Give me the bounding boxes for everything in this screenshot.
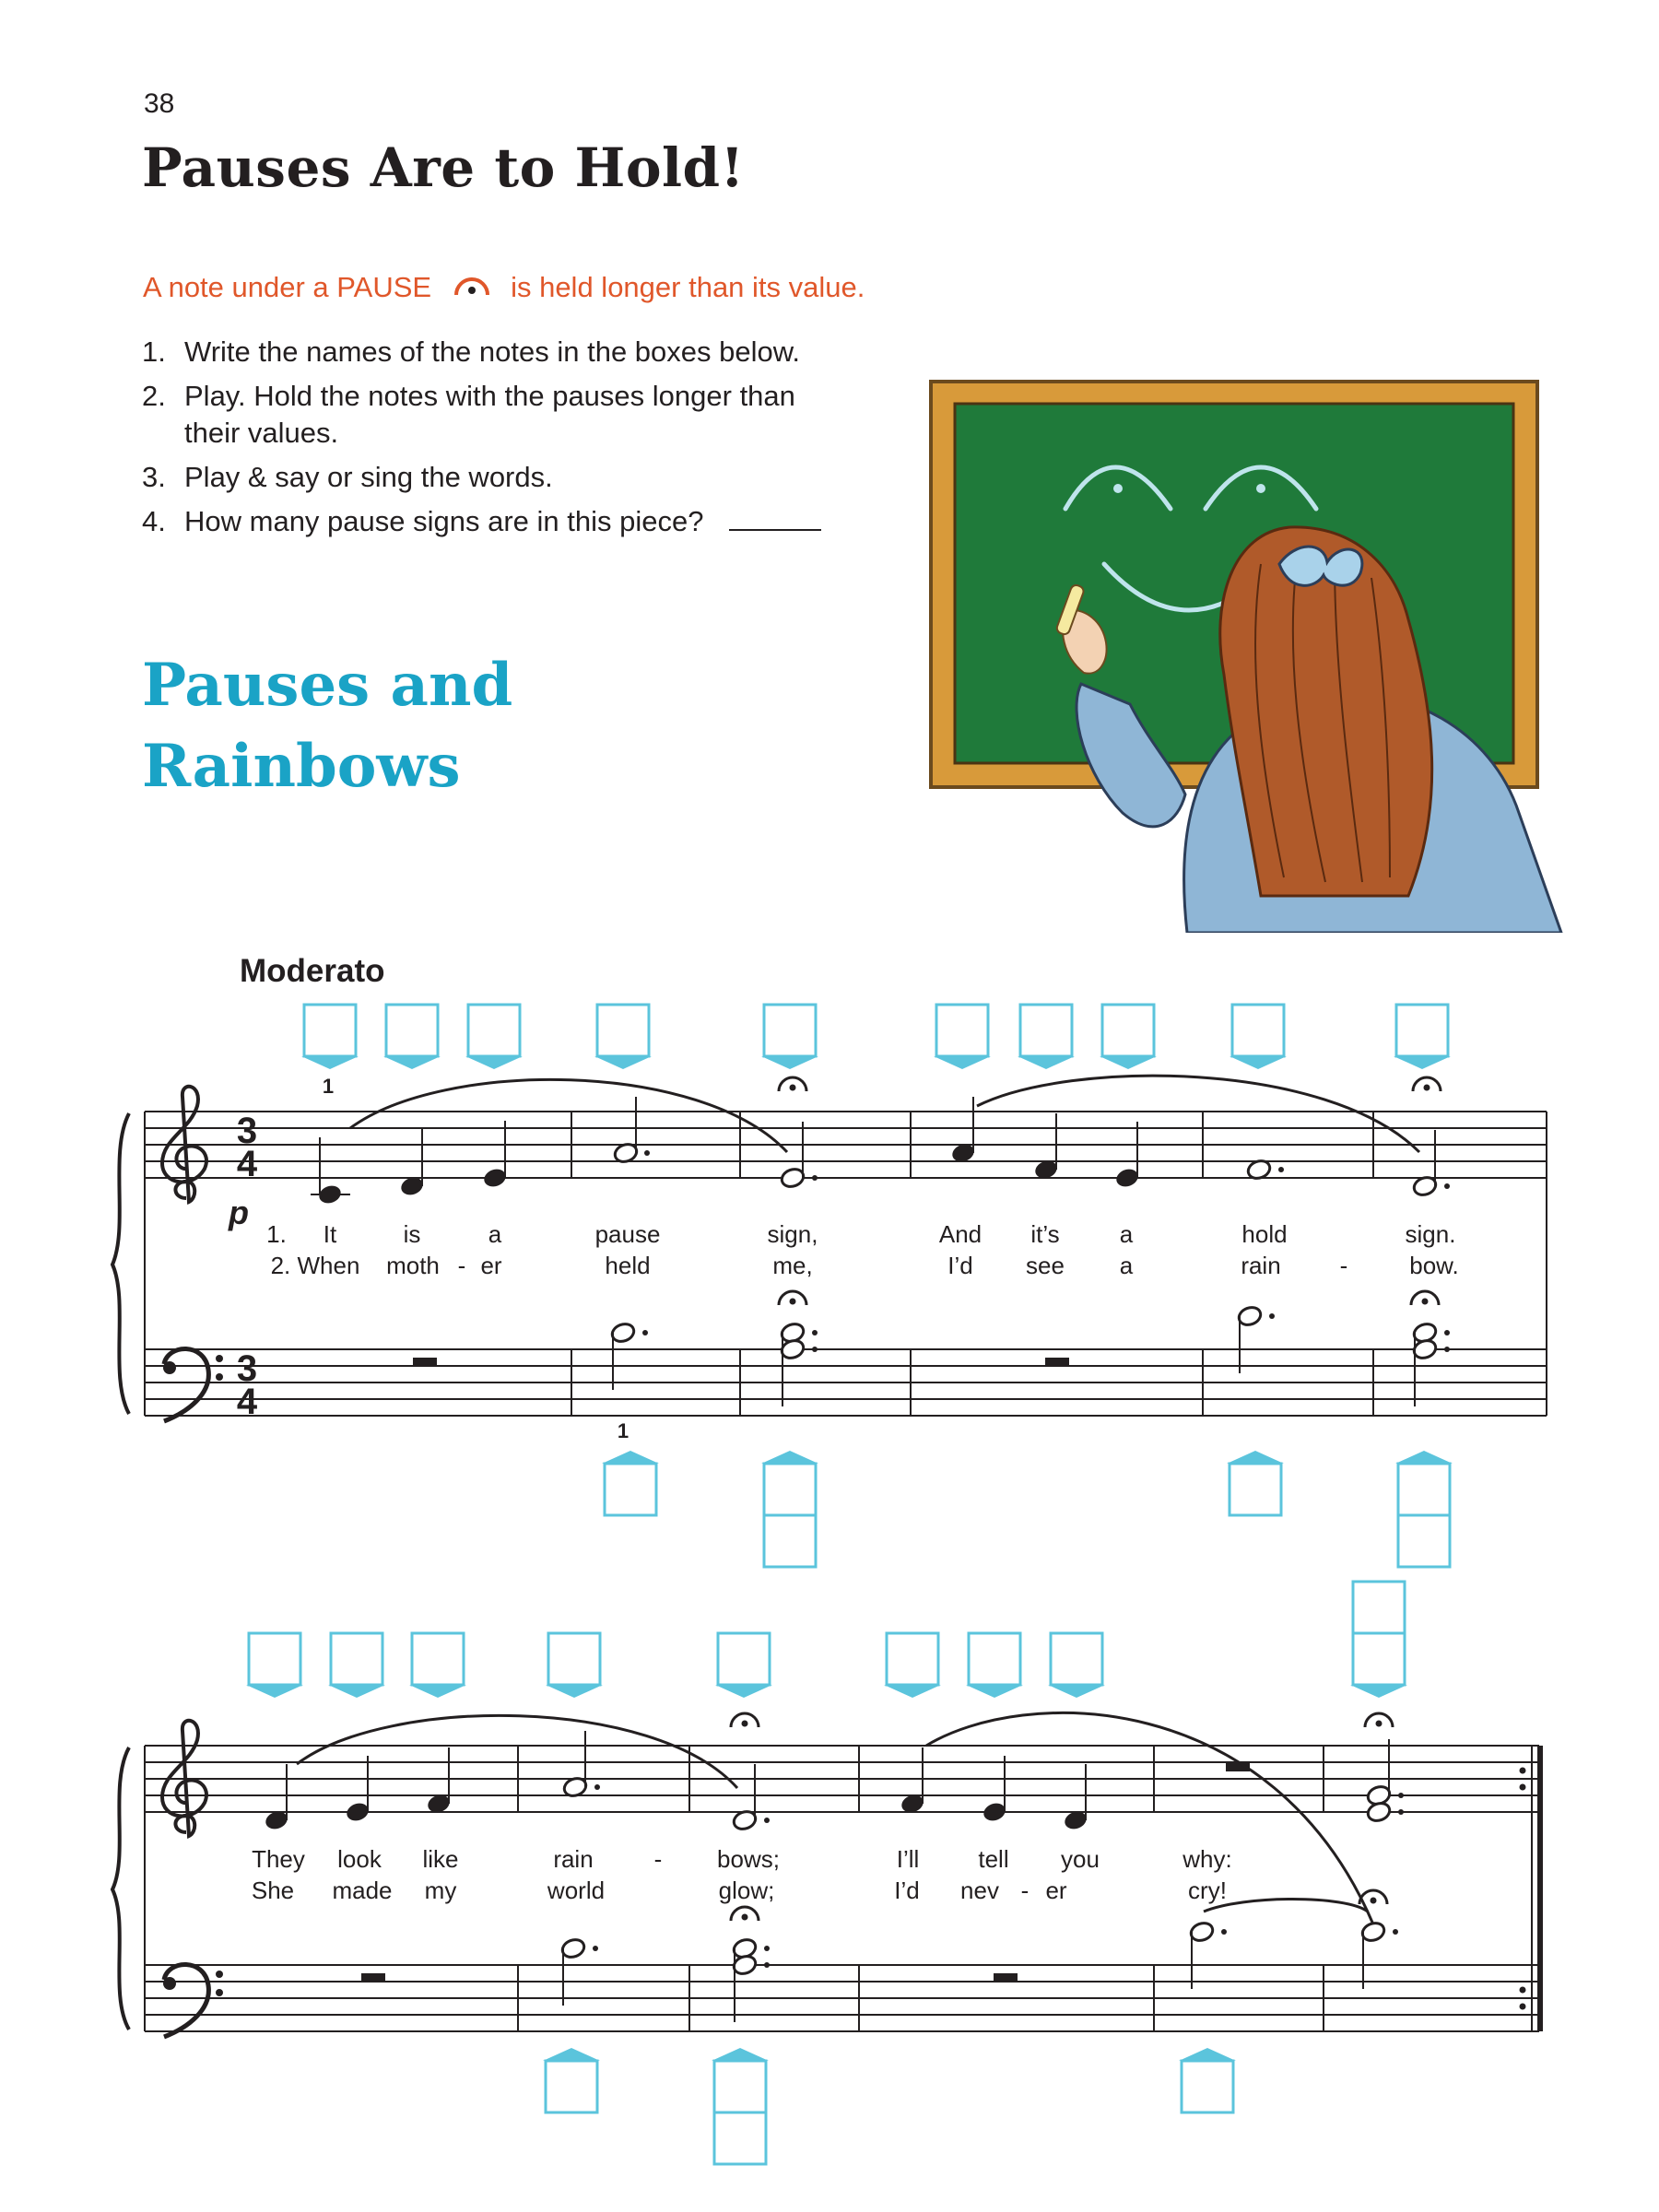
note-name-box[interactable] (546, 1633, 603, 1698)
repeat-dots (1520, 1768, 1526, 2010)
system-2 (112, 1582, 1543, 2164)
page-number: 38 (144, 88, 175, 119)
note-name-box[interactable] (966, 1633, 1023, 1698)
final-barline (1537, 1746, 1543, 2031)
piece-title-line2: Rainbows (142, 732, 461, 801)
rh-notes-2 (264, 1713, 1404, 1832)
svg-text:world: world (547, 1877, 606, 1904)
note-name-box[interactable] (383, 1005, 441, 1069)
svg-text:-: - (1020, 1877, 1030, 1904)
svg-text:I’ll: I’ll (896, 1845, 920, 1873)
lh-notes-2 (361, 1890, 1398, 2022)
note-name-box[interactable] (246, 1633, 303, 1698)
svg-text:sign,: sign, (767, 1220, 818, 1248)
finger-number-rh: 1 (322, 1075, 335, 1098)
svg-text:pause: pause (594, 1220, 661, 1248)
note-name-box[interactable] (301, 1005, 359, 1069)
svg-text:4: 4 (236, 1144, 258, 1184)
note-name-box[interactable] (1227, 1451, 1284, 1515)
svg-text:me,: me, (772, 1252, 813, 1279)
bass-staff-2 (145, 1965, 1539, 2031)
svg-text:cry!: cry! (1188, 1877, 1227, 1904)
note-name-box[interactable] (328, 1633, 385, 1698)
bass-clef-icon (163, 1348, 223, 1421)
svg-text:er: er (1045, 1877, 1067, 1904)
lyrics-1 (266, 1220, 1459, 1279)
page-title: Pauses Are to Hold! (142, 136, 745, 199)
svg-text:1.: 1. (266, 1220, 287, 1248)
pause-rule-before: A note under a PAUSE (143, 271, 432, 303)
note-name-box[interactable] (543, 2048, 600, 2112)
svg-text:bow.: bow. (1409, 1252, 1459, 1279)
dynamic-marking: p (229, 1194, 249, 1231)
svg-text:4: 4 (236, 1382, 258, 1422)
note-name-box[interactable] (594, 1005, 652, 1069)
note-name-box[interactable] (409, 1633, 466, 1698)
treble-staff-2 (145, 1746, 1539, 1812)
instruction-item: 1. Write the names of the notes in the boxes below. (142, 335, 801, 368)
instruction-item: 2. Play. Hold the notes with the pauses longer than their values. (142, 380, 795, 449)
svg-text:tell: tell (978, 1845, 1009, 1873)
treble-staff-1 (145, 1112, 1547, 1178)
piece-title-line1: Pauses and (142, 651, 513, 720)
svg-text:It: It (323, 1220, 337, 1248)
svg-text:glow;: glow; (718, 1877, 775, 1904)
svg-text:hold: hold (1241, 1220, 1288, 1248)
note-name-boxes-rh-1[interactable] (301, 1005, 1451, 1069)
svg-text:rain: rain (553, 1845, 594, 1873)
svg-text:-: - (1339, 1252, 1348, 1279)
bass-clef-icon (163, 1964, 223, 2037)
tempo-marking: Moderato (240, 953, 385, 989)
note-name-box[interactable] (1100, 1005, 1157, 1069)
instruction-item: 3. Play & say or sing the words. (142, 461, 553, 493)
note-name-box[interactable] (712, 2048, 769, 2164)
svg-text:made: made (332, 1877, 393, 1904)
instruction-item: 4. How many pause signs are in this piece? (142, 503, 885, 540)
note-name-box[interactable] (715, 1633, 772, 1698)
svg-text:see: see (1026, 1252, 1065, 1279)
svg-text:why:: why: (1182, 1845, 1232, 1873)
note-name-box[interactable] (884, 1633, 941, 1698)
note-name-box[interactable] (1394, 1005, 1451, 1069)
svg-text:you: you (1061, 1845, 1100, 1873)
note-name-box[interactable] (761, 1005, 818, 1069)
svg-text:3: 3 (236, 1348, 258, 1389)
svg-text:I’d: I’d (947, 1252, 973, 1279)
whole-rest (994, 1973, 1018, 1983)
rh-notes-1 (311, 1077, 1450, 1206)
finger-number-lh: 1 (617, 1419, 629, 1442)
svg-text:it’s: it’s (1030, 1220, 1060, 1248)
grand-staff-brace (112, 1747, 129, 2030)
svg-text:She: She (251, 1877, 295, 1904)
svg-text:a: a (1119, 1252, 1134, 1279)
svg-text:look: look (337, 1845, 382, 1873)
whole-rest (1045, 1358, 1069, 1367)
svg-text:held: held (605, 1252, 651, 1279)
svg-text:They: They (252, 1845, 305, 1873)
note-name-box[interactable] (1179, 2048, 1236, 2112)
svg-text:I’d: I’d (894, 1877, 920, 1904)
svg-text:moth: moth (386, 1252, 440, 1279)
note-name-boxes-lh-1[interactable] (602, 1451, 1453, 1567)
note-name-box[interactable] (934, 1005, 991, 1069)
svg-text:-: - (653, 1845, 663, 1873)
note-name-boxes-lh-2[interactable] (543, 2048, 1236, 2164)
bass-staff-1 (145, 1349, 1547, 1416)
svg-text:rain: rain (1241, 1252, 1281, 1279)
slurs-1 (350, 1076, 1419, 1152)
svg-text:er: er (480, 1252, 502, 1279)
note-name-box[interactable] (1395, 1451, 1453, 1567)
note-name-box[interactable] (465, 1005, 523, 1069)
grand-staff-brace (112, 1113, 129, 1414)
svg-text:bows;: bows; (717, 1845, 780, 1873)
svg-text:is: is (403, 1220, 421, 1248)
time-signature-1 (237, 1111, 258, 1422)
note-name-box[interactable] (1230, 1005, 1287, 1069)
system-1 (112, 1005, 1547, 1567)
svg-text:like: like (422, 1845, 459, 1873)
whole-rest (361, 1973, 385, 1983)
svg-text:a: a (1119, 1220, 1134, 1248)
svg-text:3: 3 (236, 1111, 258, 1151)
svg-text:nev: nev (960, 1877, 999, 1904)
svg-text:sign.: sign. (1405, 1220, 1456, 1248)
svg-text:-: - (457, 1252, 466, 1279)
note-name-box[interactable] (1350, 1582, 1407, 1698)
whole-rest (413, 1358, 437, 1367)
note-name-box[interactable] (1018, 1005, 1075, 1069)
pause-rule-after: is held longer than its value. (511, 271, 865, 303)
lyrics-2 (252, 1845, 1232, 1904)
note-name-box[interactable] (761, 1451, 818, 1567)
svg-text:a: a (488, 1220, 502, 1248)
note-name-box[interactable] (1048, 1633, 1105, 1698)
note-name-boxes-rh-2[interactable] (246, 1582, 1407, 1698)
svg-text:my: my (424, 1877, 457, 1904)
note-name-box[interactable] (602, 1451, 659, 1515)
svg-text:2. When: 2. When (270, 1252, 360, 1279)
svg-text:And: And (938, 1220, 982, 1248)
